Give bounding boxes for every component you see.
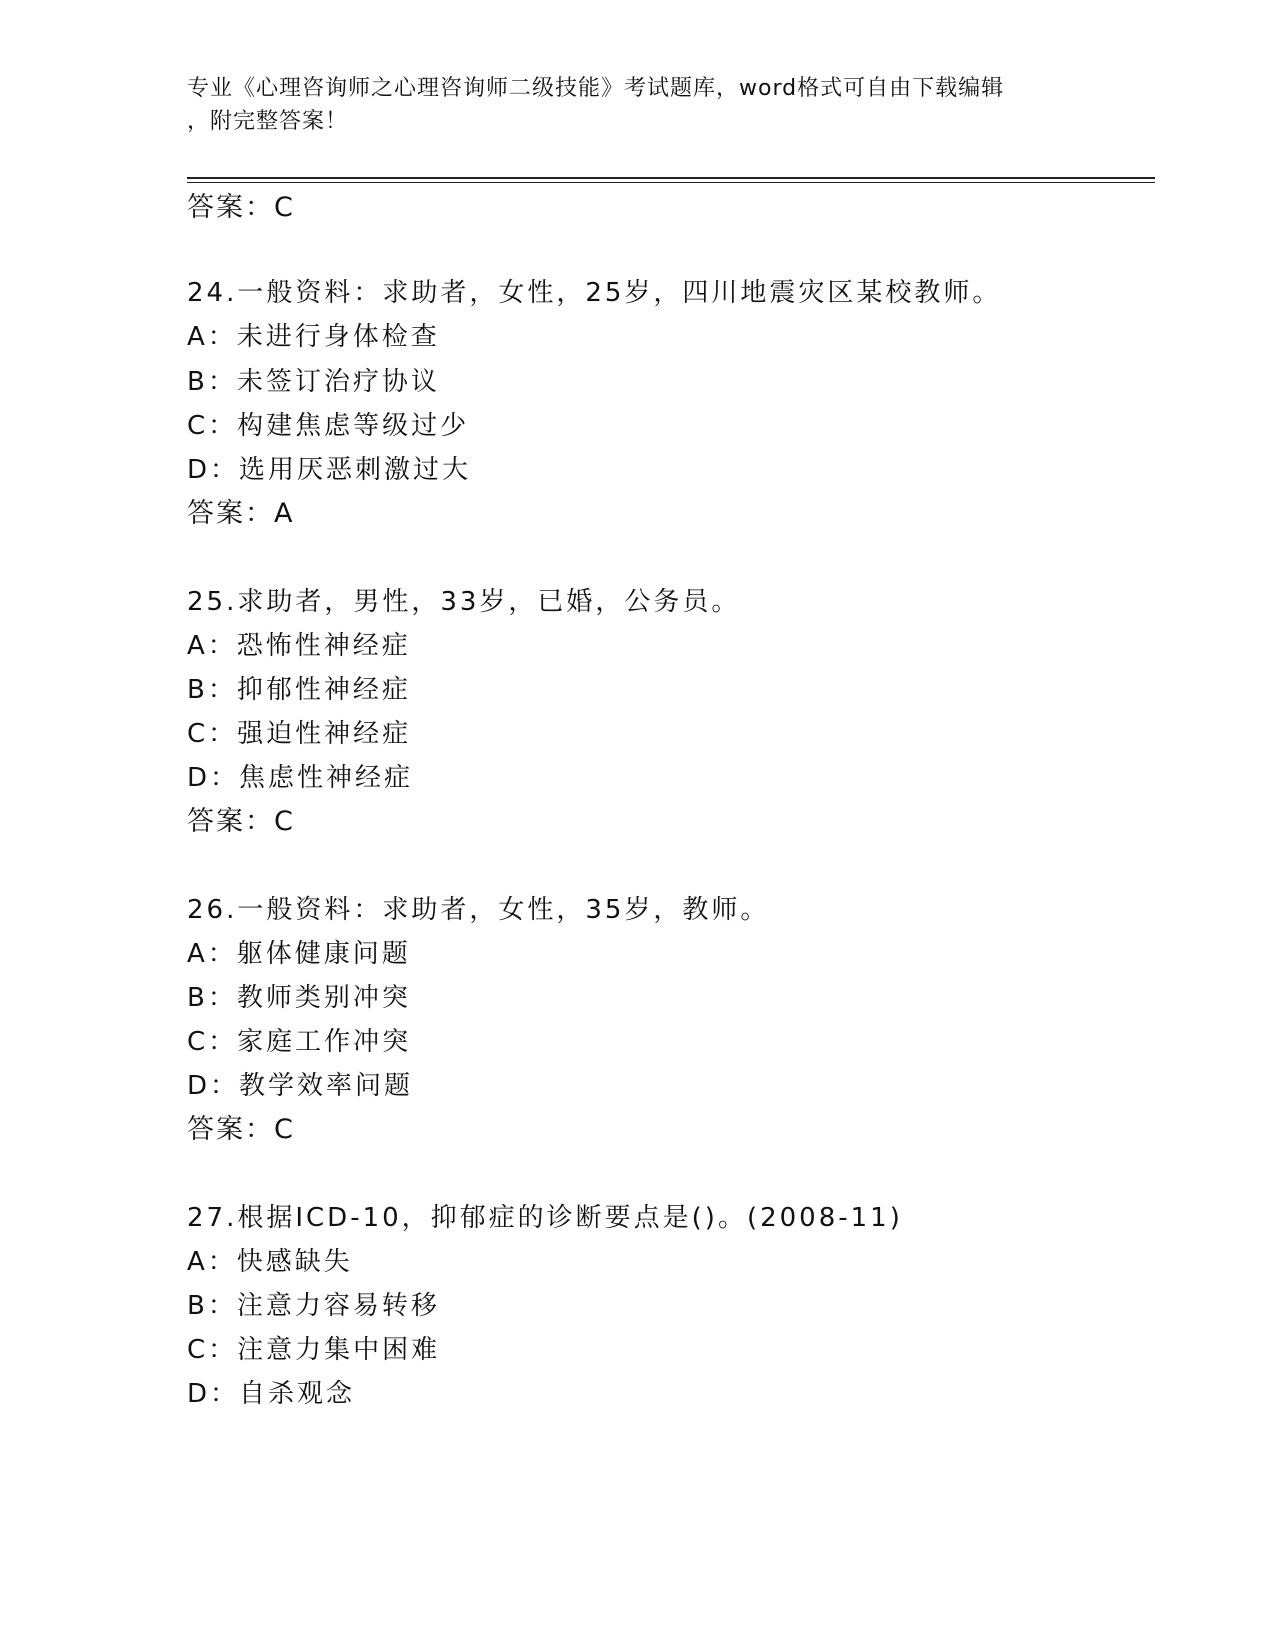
question-26-option-d: D：教学效率问题 bbox=[187, 1071, 414, 1101]
question-24-stem: 24.一般资料：求助者，女性，25岁，四川地震灾区某校教师。 bbox=[187, 278, 1002, 308]
header-line-2: ，附完整答案！ bbox=[187, 109, 349, 134]
question-24-option-b: B：未签订治疗协议 bbox=[187, 367, 440, 397]
question-26-option-c: C：家庭工作冲突 bbox=[187, 1027, 412, 1057]
question-26-answer: 答案：C bbox=[187, 1114, 295, 1145]
question-26-stem: 26.一般资料：求助者，女性，35岁，教师。 bbox=[187, 895, 770, 925]
question-26-option-a: A：躯体健康问题 bbox=[187, 939, 411, 969]
question-24-option-a: A：未进行身体检查 bbox=[187, 322, 440, 352]
question-25-option-b: B：抑郁性神经症 bbox=[187, 675, 411, 705]
question-27-option-b: B：注意力容易转移 bbox=[187, 1291, 440, 1321]
question-27-stem: 27.根据ICD-10，抑郁症的诊断要点是()。(2008-11) bbox=[187, 1203, 903, 1233]
question-25-answer: 答案：C bbox=[187, 806, 295, 837]
question-27-option-a: A：快感缺失 bbox=[187, 1247, 353, 1277]
question-25-option-d: D：焦虑性神经症 bbox=[187, 763, 414, 793]
question-27-option-d: D：自杀观念 bbox=[187, 1379, 356, 1409]
question-24-answer: 答案：A bbox=[187, 498, 295, 529]
question-27-option-c: C：注意力集中困难 bbox=[187, 1335, 441, 1365]
header-divider-thin bbox=[187, 182, 1155, 183]
document-header bbox=[187, 72, 1087, 138]
question-24-option-d: D：选用厌恶刺激过大 bbox=[187, 455, 472, 485]
question-25-option-c: C：强迫性神经症 bbox=[187, 719, 412, 749]
previous-answer: 答案：C bbox=[187, 192, 295, 223]
header-divider-thick bbox=[187, 177, 1155, 179]
header-line-1: 专业《心理咨询师之心理咨询师二级技能》考试题库，word格式可自由下载编辑 bbox=[187, 76, 1005, 101]
question-25-stem: 25.求助者，男性，33岁，已婚，公务员。 bbox=[187, 587, 741, 617]
question-25-option-a: A：恐怖性神经症 bbox=[187, 631, 411, 661]
question-26-option-b: B：教师类别冲突 bbox=[187, 983, 411, 1013]
question-24-option-c: C：构建焦虑等级过少 bbox=[187, 411, 470, 441]
